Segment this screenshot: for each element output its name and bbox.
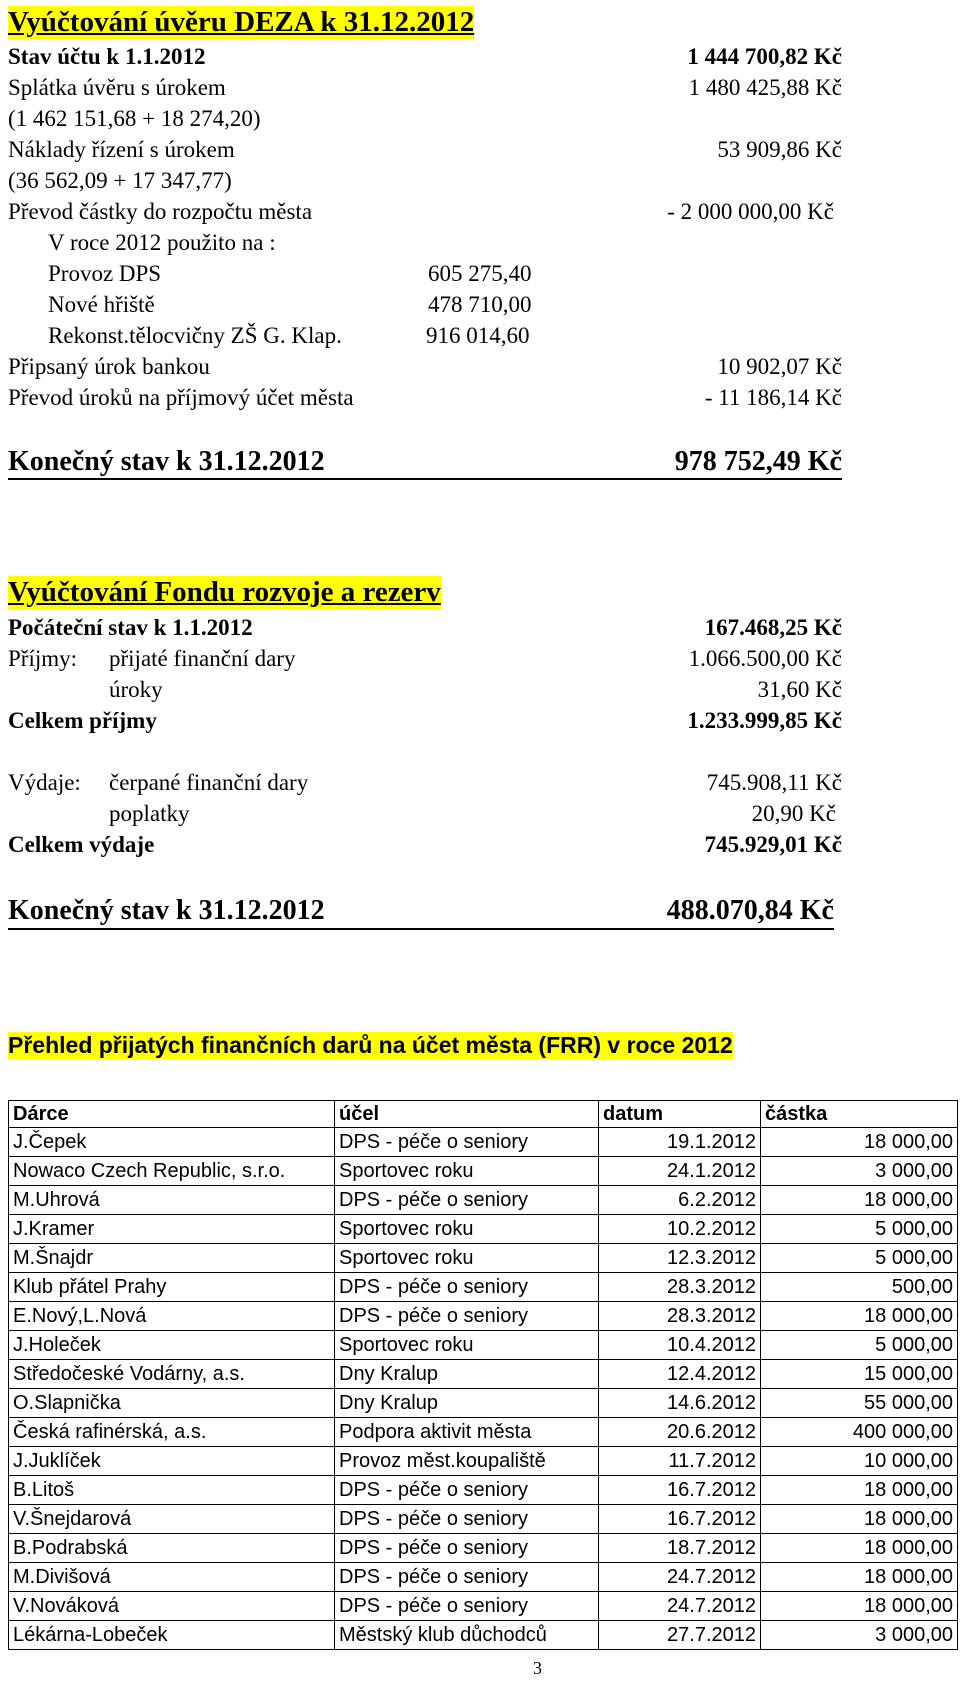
table-row: [9, 1302, 958, 1331]
frr-final-value: 488.070,84 Kč: [666, 895, 834, 926]
table-row: [9, 1186, 958, 1215]
donation-date: 11.7.2012: [599, 1447, 761, 1476]
frr-uroky-label: úroky: [109, 677, 163, 702]
donation-date: 24.1.2012: [599, 1157, 761, 1186]
donation-date: 10.2.2012: [599, 1215, 761, 1244]
deza-naklady-label: Náklady řízení s úrokem: [8, 137, 235, 162]
deza-rekonst-label: Rekonst.tělocvičny ZŠ G. Klap.: [48, 323, 342, 348]
donor-name: J.Kramer: [9, 1215, 335, 1244]
deza-hriste-value: 478 710,00: [428, 292, 532, 317]
donations-table: [8, 1100, 958, 1650]
table-row: [9, 1476, 958, 1505]
donation-amount: 5 000,00: [761, 1331, 958, 1360]
donation-date: 12.4.2012: [599, 1360, 761, 1389]
donation-amount: 18 000,00: [761, 1592, 958, 1621]
table-row: [9, 1563, 958, 1592]
deza-prevod-uroku-value: - 11 186,14 Kč: [704, 385, 842, 410]
donation-amount: 18 000,00: [761, 1563, 958, 1592]
page-number: 3: [533, 1658, 542, 1678]
donor-name: J.Čepek: [9, 1128, 335, 1157]
frr-cerpane-label: čerpané finanční dary: [109, 770, 309, 795]
donor-name: Lékárna-Lobeček: [9, 1621, 335, 1650]
table-row: [9, 1592, 958, 1621]
donation-amount: 18 000,00: [761, 1302, 958, 1331]
frr-final-underline: [8, 928, 834, 930]
deza-final-underline: [8, 478, 842, 480]
table-row: [9, 1244, 958, 1273]
deza-naklady-detail: (36 562,09 + 17 347,77): [8, 168, 232, 193]
donation-date: 24.7.2012: [599, 1563, 761, 1592]
donation-date: 19.1.2012: [599, 1128, 761, 1157]
deza-naklady-value: 53 909,86 Kč: [717, 137, 842, 162]
donor-name: J.Juklíček: [9, 1447, 335, 1476]
donation-amount: 3 000,00: [761, 1621, 958, 1650]
donation-amount: 18 000,00: [761, 1128, 958, 1157]
frr-celkem-prijmy-value: 1.233.999,85 Kč: [687, 708, 842, 733]
donation-purpose: Sportovec roku: [335, 1244, 599, 1273]
donation-amount: 400 000,00: [761, 1418, 958, 1447]
donation-date: 24.7.2012: [599, 1592, 761, 1621]
donation-purpose: DPS - péče o seniory: [335, 1476, 599, 1505]
donation-amount: 18 000,00: [761, 1476, 958, 1505]
deza-hriste-label: Nové hřiště: [48, 292, 155, 317]
donation-purpose: DPS - péče o seniory: [335, 1302, 599, 1331]
donor-name: E.Nový,L.Nová: [9, 1302, 335, 1331]
table-row: [9, 1128, 958, 1157]
donor-name: B.Podrabská: [9, 1534, 335, 1563]
header-castka: částka: [761, 1101, 958, 1128]
donation-purpose: DPS - péče o seniory: [335, 1505, 599, 1534]
donation-amount: 5 000,00: [761, 1215, 958, 1244]
table-row: [9, 1534, 958, 1563]
donor-name: O.Slapnička: [9, 1389, 335, 1418]
deza-pouzito-label: V roce 2012 použito na :: [48, 230, 276, 255]
donor-name: V.Nováková: [9, 1592, 335, 1621]
donor-name: Středočeské Vodárny, a.s.: [9, 1360, 335, 1389]
donation-purpose: Podpora aktivit města: [335, 1418, 599, 1447]
frr-uroky-value: 31,60 Kč: [757, 677, 842, 702]
donation-date: 27.7.2012: [599, 1621, 761, 1650]
frr-prijmy-label: Příjmy:: [8, 646, 78, 671]
frr-cerpane-value: 745.908,11 Kč: [706, 770, 842, 795]
deza-prevod-value: - 2 000 000,00 Kč: [667, 199, 834, 224]
frr-celkem-prijmy-label: Celkem příjmy: [8, 708, 157, 733]
table-row: [9, 1215, 958, 1244]
donation-amount: 15 000,00: [761, 1360, 958, 1389]
table-row: [9, 1331, 958, 1360]
donation-date: 16.7.2012: [599, 1476, 761, 1505]
deza-prevod-label: Převod částky do rozpočtu města: [8, 199, 313, 224]
donation-purpose: Sportovec roku: [335, 1157, 599, 1186]
deza-splatka-detail: (1 462 151,68 + 18 274,20): [8, 106, 261, 131]
frr-dary-value: 1.066.500,00 Kč: [688, 646, 842, 671]
deza-urok-label: Připsaný úrok bankou: [8, 354, 210, 379]
donation-purpose: Sportovec roku: [335, 1331, 599, 1360]
donation-purpose: Městský klub důchodců: [335, 1621, 599, 1650]
donation-purpose: DPS - péče o seniory: [335, 1563, 599, 1592]
donation-amount: 500,00: [761, 1273, 958, 1302]
deza-final-value: 978 752,49 Kč: [674, 446, 842, 477]
donor-name: Česká rafinérská, a.s.: [9, 1418, 335, 1447]
table-row: [9, 1418, 958, 1447]
header-datum: datum: [599, 1101, 761, 1128]
frr-vydaje-label: Výdaje:: [8, 770, 81, 795]
donation-amount: 3 000,00: [761, 1157, 958, 1186]
donations-title: Přehled přijatých finančních darů na účet města (FRR) v roce 2012: [8, 1032, 733, 1058]
frr-final-label: Konečný stav k 31.12.2012: [8, 895, 325, 926]
deza-stav-label: Stav účtu k 1.1.2012: [8, 44, 206, 69]
donor-name: M.Uhrová: [9, 1186, 335, 1215]
donation-amount: 10 000,00: [761, 1447, 958, 1476]
donation-amount: 18 000,00: [761, 1505, 958, 1534]
donations-header-row: [9, 1101, 958, 1128]
frr-pocatecni-label: Počáteční stav k 1.1.2012: [8, 615, 253, 640]
donation-purpose: Sportovec roku: [335, 1215, 599, 1244]
donation-date: 6.2.2012: [599, 1186, 761, 1215]
table-row: [9, 1505, 958, 1534]
donation-date: 28.3.2012: [599, 1302, 761, 1331]
donation-amount: 5 000,00: [761, 1244, 958, 1273]
donation-purpose: Dny Kralup: [335, 1389, 599, 1418]
table-row: [9, 1621, 958, 1650]
deza-splatka-label: Splátka úvěru s úrokem: [8, 75, 226, 100]
donation-date: 16.7.2012: [599, 1505, 761, 1534]
donation-purpose: Provoz měst.koupaliště: [335, 1447, 599, 1476]
deza-stav-value: 1 444 700,82 Kč: [687, 44, 842, 69]
table-row: [9, 1273, 958, 1302]
deza-splatka-value: 1 480 425,88 Kč: [688, 75, 842, 100]
donor-name: J.Holeček: [9, 1331, 335, 1360]
frr-celkem-vydaje-value: 745.929,01 Kč: [704, 832, 842, 857]
donation-date: 20.6.2012: [599, 1418, 761, 1447]
donation-purpose: DPS - péče o seniory: [335, 1186, 599, 1215]
donation-purpose: DPS - péče o seniory: [335, 1592, 599, 1621]
deza-final-label: Konečný stav k 31.12.2012: [8, 446, 325, 477]
donation-purpose: Dny Kralup: [335, 1360, 599, 1389]
donation-amount: 18 000,00: [761, 1186, 958, 1215]
table-row: [9, 1447, 958, 1476]
donation-date: 28.3.2012: [599, 1273, 761, 1302]
deza-prevod-uroku-label: Převod úroků na příjmový účet města: [8, 385, 354, 410]
deza-title: Vyúčtování úvěru DEZA k 31.12.2012: [8, 6, 475, 38]
donor-name: M.Divišová: [9, 1563, 335, 1592]
deza-provoz-value: 605 275,40: [428, 261, 532, 286]
donation-amount: 55 000,00: [761, 1389, 958, 1418]
donation-date: 10.4.2012: [599, 1331, 761, 1360]
donor-name: Nowaco Czech Republic, s.r.o.: [9, 1157, 335, 1186]
deza-urok-value: 10 902,07 Kč: [717, 354, 842, 379]
donation-purpose: DPS - péče o seniory: [335, 1128, 599, 1157]
frr-dary-label: přijaté finanční dary: [109, 646, 296, 671]
deza-rekonst-value: 916 014,60: [426, 323, 530, 348]
frr-pocatecni-value: 167.468,25 Kč: [704, 615, 842, 640]
donor-name: Klub přátel Prahy: [9, 1273, 335, 1302]
table-row: [9, 1360, 958, 1389]
header-darce: Dárce: [9, 1101, 335, 1128]
deza-provoz-label: Provoz DPS: [48, 261, 162, 286]
frr-poplatky-label: poplatky: [109, 801, 190, 826]
donation-purpose: DPS - péče o seniory: [335, 1273, 599, 1302]
donation-date: 18.7.2012: [599, 1534, 761, 1563]
donor-name: M.Šnajdr: [9, 1244, 335, 1273]
donation-date: 12.3.2012: [599, 1244, 761, 1273]
donor-name: V.Šnejdarová: [9, 1505, 335, 1534]
frr-title: Vyúčtování Fondu rozvoje a rezerv: [8, 576, 441, 608]
donation-date: 14.6.2012: [599, 1389, 761, 1418]
donation-amount: 18 000,00: [761, 1534, 958, 1563]
donation-purpose: DPS - péče o seniory: [335, 1534, 599, 1563]
donor-name: B.Litoš: [9, 1476, 335, 1505]
header-ucel: účel: [335, 1101, 599, 1128]
frr-poplatky-value: 20,90 Kč: [751, 801, 836, 826]
table-row: [9, 1157, 958, 1186]
table-row: [9, 1389, 958, 1418]
frr-celkem-vydaje-label: Celkem výdaje: [8, 832, 155, 857]
